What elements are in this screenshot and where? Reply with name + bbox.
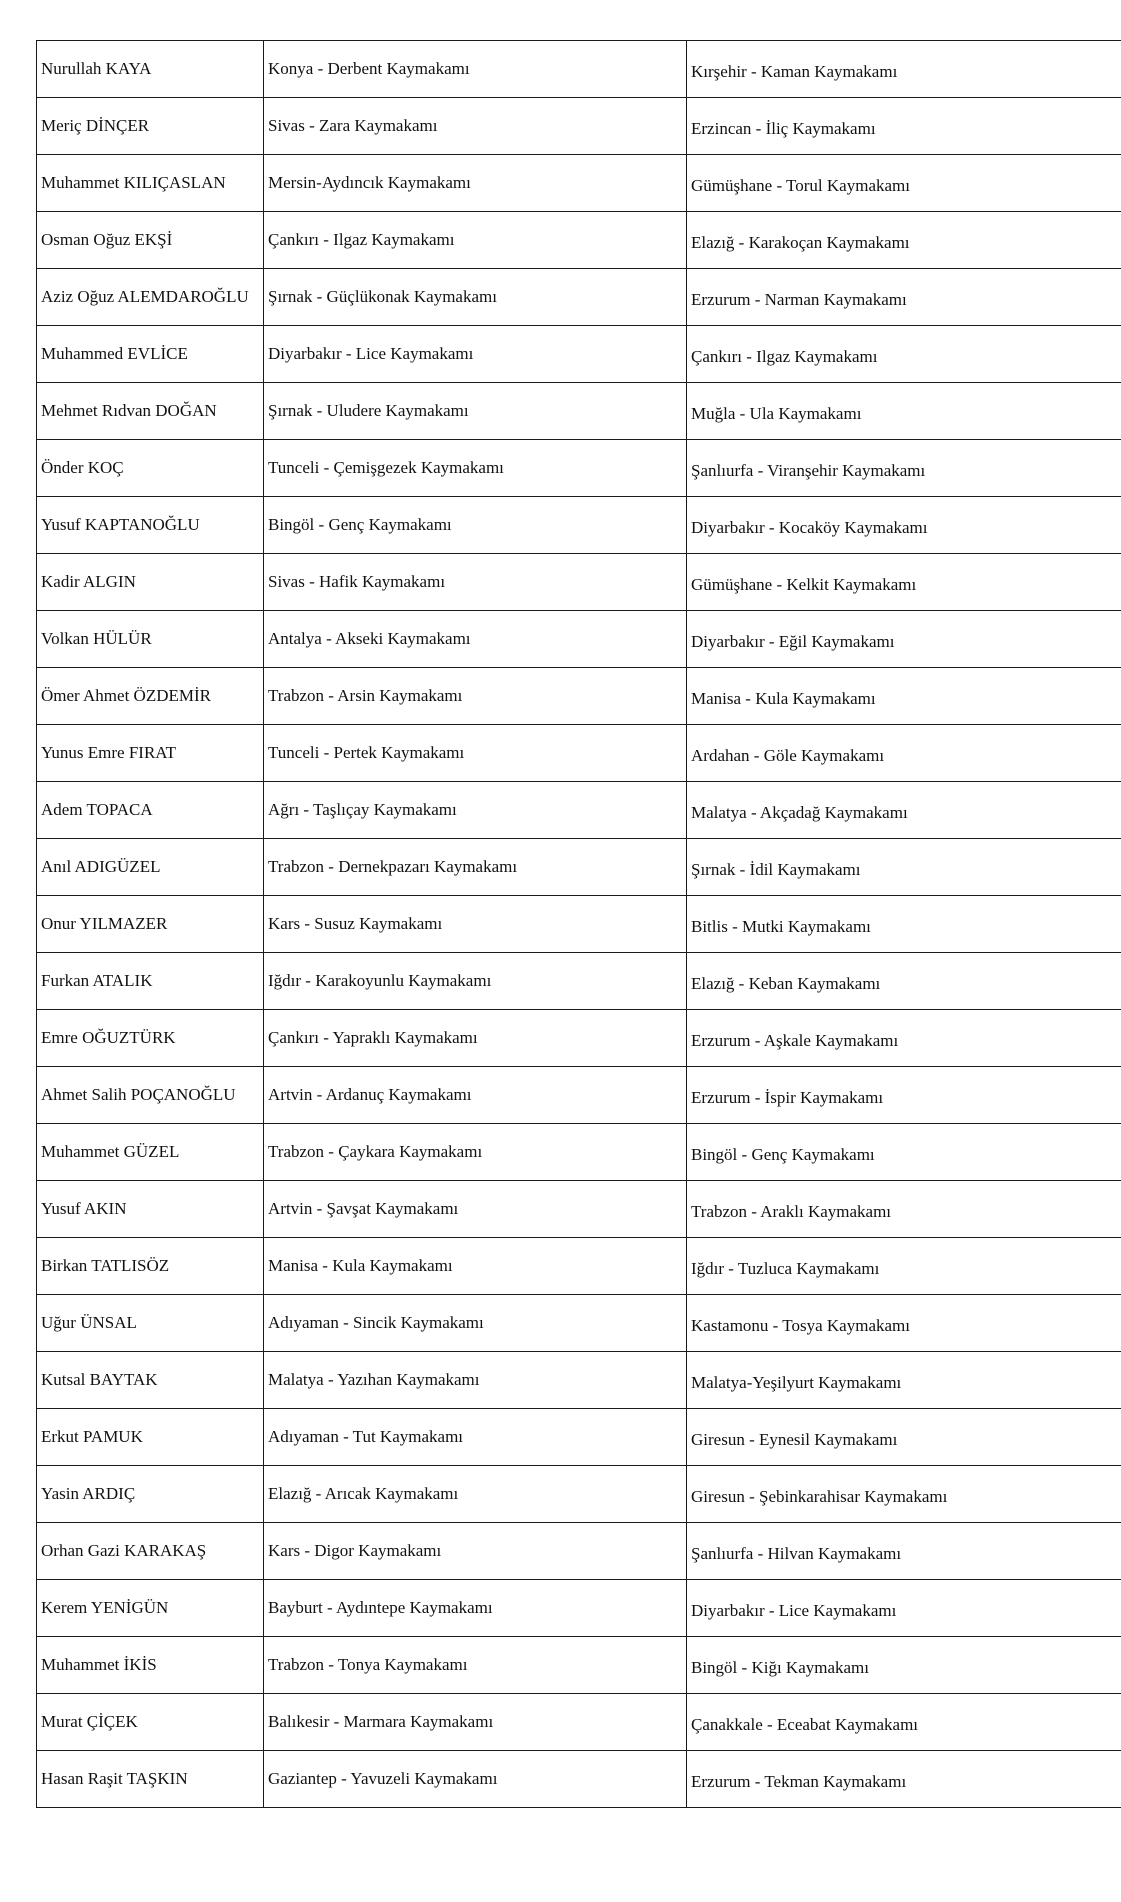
person-name-text: Yusuf AKIN	[41, 1199, 127, 1218]
person-name-text: Osman Oğuz EKŞİ	[41, 230, 173, 249]
new-post-text: Diyarbakır - Kocaköy Kaymakamı	[691, 518, 928, 537]
person-name-cell	[37, 1352, 264, 1409]
new-post-cell	[687, 269, 1121, 326]
person-name-text: Nurullah KAYA	[41, 59, 152, 78]
new-post-cell	[687, 839, 1121, 896]
new-post-text: Giresun - Şebinkarahisar Kaymakamı	[691, 1487, 948, 1506]
previous-post-text: Gaziantep - Yavuzeli Kaymakamı	[268, 1769, 498, 1788]
table-row	[37, 440, 1121, 497]
new-post-text: Kırşehir - Kaman Kaymakamı	[691, 62, 898, 81]
new-post-cell	[687, 1580, 1121, 1637]
person-name-cell	[37, 1751, 264, 1808]
new-post-cell	[687, 1694, 1121, 1751]
table-row	[37, 1637, 1121, 1694]
previous-post-text: Iğdır - Karakoyunlu Kaymakamı	[268, 971, 492, 990]
previous-post-cell	[264, 1181, 687, 1238]
person-name-text: Ömer Ahmet ÖZDEMİR	[41, 686, 211, 705]
person-name-text: Ahmet Salih POÇANOĞLU	[41, 1085, 236, 1104]
new-post-text: Malatya - Akçadağ Kaymakamı	[691, 803, 908, 822]
new-post-cell	[687, 155, 1121, 212]
person-name-cell	[37, 1067, 264, 1124]
new-post-text: Gümüşhane - Torul Kaymakamı	[691, 176, 910, 195]
previous-post-cell	[264, 326, 687, 383]
new-post-text: Trabzon - Araklı Kaymakamı	[691, 1202, 892, 1221]
previous-post-text: Sivas - Hafik Kaymakamı	[268, 572, 446, 591]
new-post-text: Ardahan - Göle Kaymakamı	[691, 746, 885, 765]
person-name-text: Uğur ÜNSAL	[41, 1313, 137, 1332]
previous-post-text: Konya - Derbent Kaymakamı	[268, 59, 470, 78]
new-post-cell	[687, 1067, 1121, 1124]
previous-post-cell	[264, 1409, 687, 1466]
new-post-text: Gümüşhane - Kelkit Kaymakamı	[691, 575, 917, 594]
person-name-cell	[37, 1694, 264, 1751]
previous-post-text: Adıyaman - Sincik Kaymakamı	[268, 1313, 484, 1332]
previous-post-cell	[264, 1751, 687, 1808]
new-post-text: Şırnak - İdil Kaymakamı	[691, 860, 861, 879]
person-name-cell	[37, 1409, 264, 1466]
table-row	[37, 839, 1121, 896]
previous-post-cell	[264, 1124, 687, 1181]
table-row	[37, 611, 1121, 668]
new-post-text: Elazığ - Keban Kaymakamı	[691, 974, 881, 993]
previous-post-cell	[264, 98, 687, 155]
person-name-cell	[37, 440, 264, 497]
person-name-cell	[37, 953, 264, 1010]
previous-post-text: Trabzon - Tonya Kaymakamı	[268, 1655, 468, 1674]
new-post-text: Erzurum - Narman Kaymakamı	[691, 290, 907, 309]
new-post-cell	[687, 725, 1121, 782]
new-post-cell	[687, 1637, 1121, 1694]
previous-post-text: Çankırı - Yapraklı Kaymakamı	[268, 1028, 478, 1047]
person-name-cell	[37, 782, 264, 839]
new-post-text: Bitlis - Mutki Kaymakamı	[691, 917, 871, 936]
person-name-cell	[37, 497, 264, 554]
previous-post-text: Trabzon - Çaykara Kaymakamı	[268, 1142, 483, 1161]
person-name-text: Kutsal BAYTAK	[41, 1370, 158, 1389]
person-name-cell	[37, 1181, 264, 1238]
previous-post-cell	[264, 1523, 687, 1580]
previous-post-text: Adıyaman - Tut Kaymakamı	[268, 1427, 464, 1446]
new-post-cell	[687, 611, 1121, 668]
previous-post-text: Mersin-Aydıncık Kaymakamı	[268, 173, 471, 192]
new-post-text: Muğla - Ula Kaymakamı	[691, 404, 862, 423]
person-name-cell	[37, 1523, 264, 1580]
person-name-text: Muhammet KILIÇASLAN	[41, 173, 226, 192]
table-row	[37, 1067, 1121, 1124]
person-name-text: Muhammet GÜZEL	[41, 1142, 180, 1161]
new-post-text: Diyarbakır - Eğil Kaymakamı	[691, 632, 895, 651]
table-row	[37, 383, 1121, 440]
new-post-text: Şanlıurfa - Viranşehir Kaymakamı	[691, 461, 926, 480]
previous-post-text: Ağrı - Taşlıçay Kaymakamı	[268, 800, 457, 819]
new-post-cell	[687, 383, 1121, 440]
table-row	[37, 1751, 1121, 1808]
previous-post-text: Sivas - Zara Kaymakamı	[268, 116, 438, 135]
appointment-table	[36, 40, 1121, 1808]
table-row	[37, 1466, 1121, 1523]
appointment-table-body	[37, 41, 1121, 1808]
person-name-cell	[37, 383, 264, 440]
previous-post-cell	[264, 554, 687, 611]
previous-post-cell	[264, 41, 687, 98]
previous-post-text: Tunceli - Çemişgezek Kaymakamı	[268, 458, 504, 477]
previous-post-cell	[264, 269, 687, 326]
person-name-text: Muhammet İKİS	[41, 1655, 157, 1674]
new-post-text: Iğdır - Tuzluca Kaymakamı	[691, 1259, 880, 1278]
previous-post-text: Manisa - Kula Kaymakamı	[268, 1256, 453, 1275]
previous-post-cell	[264, 611, 687, 668]
previous-post-text: Diyarbakır - Lice Kaymakamı	[268, 344, 474, 363]
new-post-text: Erzurum - İspir Kaymakamı	[691, 1088, 884, 1107]
table-row	[37, 782, 1121, 839]
person-name-cell	[37, 1238, 264, 1295]
person-name-cell	[37, 212, 264, 269]
table-row	[37, 1409, 1121, 1466]
new-post-cell	[687, 1295, 1121, 1352]
new-post-cell	[687, 1238, 1121, 1295]
person-name-text: Adem TOPACA	[41, 800, 153, 819]
previous-post-text: Tunceli - Pertek Kaymakamı	[268, 743, 465, 762]
person-name-text: Muhammed EVLİCE	[41, 344, 188, 363]
previous-post-cell	[264, 725, 687, 782]
previous-post-text: Şırnak - Güçlükonak Kaymakamı	[268, 287, 497, 306]
new-post-text: Malatya-Yeşilyurt Kaymakamı	[691, 1373, 902, 1392]
new-post-cell	[687, 326, 1121, 383]
new-post-text: Bingöl - Genç Kaymakamı	[691, 1145, 875, 1164]
person-name-text: Yunus Emre FIRAT	[41, 743, 177, 762]
new-post-cell	[687, 1751, 1121, 1808]
table-row	[37, 554, 1121, 611]
previous-post-cell	[264, 1295, 687, 1352]
person-name-cell	[37, 269, 264, 326]
previous-post-cell	[264, 1010, 687, 1067]
table-row	[37, 326, 1121, 383]
person-name-cell	[37, 668, 264, 725]
new-post-cell	[687, 1352, 1121, 1409]
new-post-text: Çanakkale - Eceabat Kaymakamı	[691, 1715, 919, 1734]
person-name-cell	[37, 725, 264, 782]
new-post-text: Erzincan - İliç Kaymakamı	[691, 119, 876, 138]
previous-post-cell	[264, 1352, 687, 1409]
table-row	[37, 668, 1121, 725]
previous-post-cell	[264, 497, 687, 554]
previous-post-text: Kars - Susuz Kaymakamı	[268, 914, 443, 933]
previous-post-text: Trabzon - Dernekpazarı Kaymakamı	[268, 857, 518, 876]
person-name-cell	[37, 155, 264, 212]
table-row	[37, 269, 1121, 326]
new-post-cell	[687, 41, 1121, 98]
previous-post-text: Malatya - Yazıhan Kaymakamı	[268, 1370, 480, 1389]
previous-post-cell	[264, 212, 687, 269]
previous-post-cell	[264, 1694, 687, 1751]
previous-post-text: Bayburt - Aydıntepe Kaymakamı	[268, 1598, 493, 1617]
previous-post-cell	[264, 383, 687, 440]
table-row	[37, 98, 1121, 155]
previous-post-cell	[264, 953, 687, 1010]
person-name-cell	[37, 1580, 264, 1637]
table-row	[37, 212, 1121, 269]
new-post-cell	[687, 953, 1121, 1010]
table-row	[37, 155, 1121, 212]
previous-post-cell	[264, 1067, 687, 1124]
table-row	[37, 1181, 1121, 1238]
person-name-cell	[37, 611, 264, 668]
table-row	[37, 953, 1121, 1010]
person-name-text: Kerem YENİGÜN	[41, 1598, 169, 1617]
table-row	[37, 1238, 1121, 1295]
person-name-text: Önder KOÇ	[41, 458, 124, 477]
new-post-text: Şanlıurfa - Hilvan Kaymakamı	[691, 1544, 902, 1563]
previous-post-text: Şırnak - Uludere Kaymakamı	[268, 401, 469, 420]
person-name-text: Murat ÇİÇEK	[41, 1712, 138, 1731]
previous-post-cell	[264, 440, 687, 497]
table-row	[37, 1010, 1121, 1067]
person-name-text: Kadir ALGIN	[41, 572, 136, 591]
person-name-text: Yasin ARDIÇ	[41, 1484, 136, 1503]
table-row	[37, 1124, 1121, 1181]
new-post-text: Diyarbakır - Lice Kaymakamı	[691, 1601, 897, 1620]
previous-post-cell	[264, 668, 687, 725]
person-name-cell	[37, 98, 264, 155]
table-row	[37, 725, 1121, 782]
person-name-text: Orhan Gazi KARAKAŞ	[41, 1541, 207, 1560]
table-row	[37, 896, 1121, 953]
new-post-cell	[687, 1181, 1121, 1238]
previous-post-cell	[264, 896, 687, 953]
new-post-text: Çankırı - Ilgaz Kaymakamı	[691, 347, 878, 366]
previous-post-cell	[264, 155, 687, 212]
new-post-cell	[687, 1523, 1121, 1580]
new-post-cell	[687, 440, 1121, 497]
new-post-text: Giresun - Eynesil Kaymakamı	[691, 1430, 898, 1449]
previous-post-cell	[264, 1466, 687, 1523]
person-name-text: Volkan HÜLÜR	[41, 629, 152, 648]
person-name-cell	[37, 41, 264, 98]
table-row	[37, 41, 1121, 98]
person-name-text: Birkan TATLISÖZ	[41, 1256, 170, 1275]
new-post-cell	[687, 497, 1121, 554]
person-name-cell	[37, 1466, 264, 1523]
new-post-cell	[687, 1010, 1121, 1067]
new-post-text: Erzurum - Aşkale Kaymakamı	[691, 1031, 899, 1050]
person-name-text: Anıl ADIGÜZEL	[41, 857, 161, 876]
previous-post-cell	[264, 1238, 687, 1295]
new-post-text: Elazığ - Karakoçan Kaymakamı	[691, 233, 910, 252]
new-post-text: Kastamonu - Tosya Kaymakamı	[691, 1316, 910, 1335]
previous-post-text: Trabzon - Arsin Kaymakamı	[268, 686, 463, 705]
new-post-text: Bingöl - Kiğı Kaymakamı	[691, 1658, 870, 1677]
table-row	[37, 497, 1121, 554]
new-post-cell	[687, 98, 1121, 155]
person-name-cell	[37, 1010, 264, 1067]
person-name-cell	[37, 1124, 264, 1181]
new-post-cell	[687, 782, 1121, 839]
new-post-cell	[687, 1409, 1121, 1466]
person-name-cell	[37, 896, 264, 953]
person-name-cell	[37, 326, 264, 383]
person-name-text: Mehmet Rıdvan DOĞAN	[41, 401, 217, 420]
new-post-text: Erzurum - Tekman Kaymakamı	[691, 1772, 907, 1791]
person-name-cell	[37, 839, 264, 896]
table-row	[37, 1523, 1121, 1580]
new-post-cell	[687, 1124, 1121, 1181]
person-name-text: Meriç DİNÇER	[41, 116, 150, 135]
person-name-text: Furkan ATALIK	[41, 971, 153, 990]
new-post-cell	[687, 554, 1121, 611]
table-row	[37, 1295, 1121, 1352]
person-name-cell	[37, 1295, 264, 1352]
new-post-cell	[687, 668, 1121, 725]
table-row	[37, 1580, 1121, 1637]
previous-post-text: Balıkesir - Marmara Kaymakamı	[268, 1712, 494, 1731]
new-post-text: Manisa - Kula Kaymakamı	[691, 689, 876, 708]
person-name-text: Erkut PAMUK	[41, 1427, 143, 1446]
previous-post-text: Antalya - Akseki Kaymakamı	[268, 629, 471, 648]
previous-post-text: Çankırı - Ilgaz Kaymakamı	[268, 230, 455, 249]
new-post-cell	[687, 212, 1121, 269]
previous-post-cell	[264, 1580, 687, 1637]
new-post-cell	[687, 1466, 1121, 1523]
previous-post-text: Artvin - Şavşat Kaymakamı	[268, 1199, 459, 1218]
person-name-text: Hasan Raşit TAŞKIN	[41, 1769, 188, 1788]
new-post-cell	[687, 896, 1121, 953]
previous-post-text: Artvin - Ardanuç Kaymakamı	[268, 1085, 472, 1104]
person-name-cell	[37, 1637, 264, 1694]
person-name-cell	[37, 554, 264, 611]
previous-post-text: Elazığ - Arıcak Kaymakamı	[268, 1484, 459, 1503]
previous-post-text: Kars - Digor Kaymakamı	[268, 1541, 442, 1560]
person-name-text: Emre OĞUZTÜRK	[41, 1028, 176, 1047]
previous-post-cell	[264, 782, 687, 839]
previous-post-cell	[264, 839, 687, 896]
person-name-text: Aziz Oğuz ALEMDAROĞLU	[41, 287, 249, 306]
person-name-text: Onur YILMAZER	[41, 914, 168, 933]
table-row	[37, 1694, 1121, 1751]
table-row	[37, 1352, 1121, 1409]
previous-post-cell	[264, 1637, 687, 1694]
person-name-text: Yusuf KAPTANOĞLU	[41, 515, 200, 534]
previous-post-text: Bingöl - Genç Kaymakamı	[268, 515, 452, 534]
